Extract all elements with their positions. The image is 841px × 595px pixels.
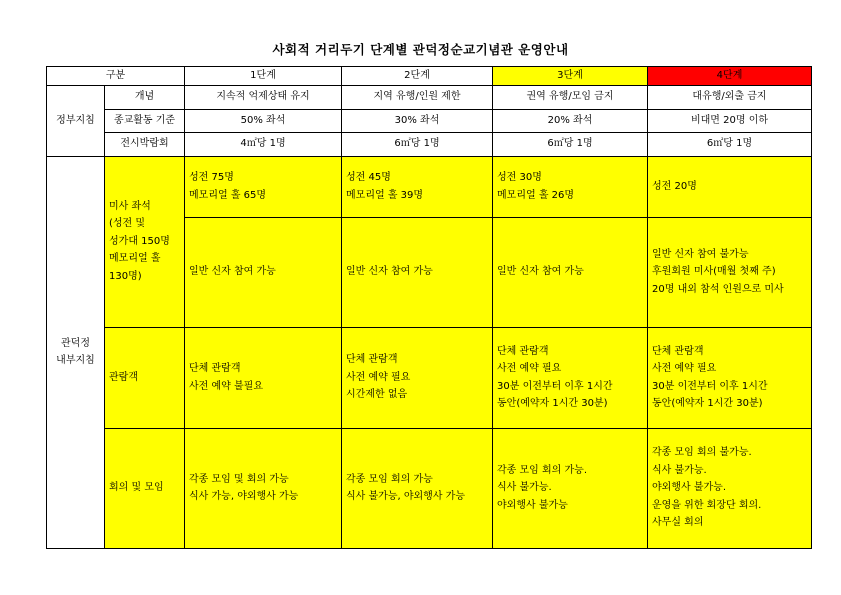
page-title: 사회적 거리두기 단계별 관덕정순교기념관 운영안내 [272, 42, 569, 57]
internal-row-visitors [47, 327, 812, 428]
header-category: 구분 [47, 67, 185, 86]
gov-row-label: 종교활동 기준 [105, 109, 185, 132]
gov-cell: 권역 유행/모임 금지 [493, 85, 648, 109]
mass-attendance-stage-3: 일반 신자 참여 가능 [493, 217, 648, 327]
gov-cell: 지역 유행/인원 제한 [342, 85, 493, 109]
gov-row-label: 개념 [105, 85, 185, 109]
internal-section-label: 관덕정 내부지침 [47, 156, 105, 548]
internal-row-meetings [47, 428, 812, 548]
visitors-stage-3: 단체 관람객 사전 예약 필요 30분 이전부터 이후 1시간 동안(예약자 1시간 30분) [493, 327, 648, 428]
header-stage-1: 1단계 [185, 67, 342, 86]
gov-cell: 50% 좌석 [185, 109, 342, 132]
gov-cell: 6㎡당 1명 [342, 132, 493, 156]
gov-cell: 대유행/외출 금지 [648, 85, 812, 109]
gov-cell: 비대면 20명 이하 [648, 109, 812, 132]
gov-row-label: 전시박람회 [105, 132, 185, 156]
visitors-label: 관람객 [105, 327, 185, 428]
gov-cell: 6㎡당 1명 [493, 132, 648, 156]
gov-row-exhibition [47, 132, 812, 156]
mass-seats-stage-3: 성전 30명 메모리얼 홀 26명 [493, 156, 648, 217]
visitors-stage-2: 단체 관람객 사전 예약 필요 시간제한 없음 [342, 327, 493, 428]
gov-cell: 지속적 억제상태 유지 [185, 85, 342, 109]
gov-section-label: 정부지침 [47, 85, 105, 156]
header-stage-2: 2단계 [342, 67, 493, 86]
gov-row-religion [47, 109, 812, 132]
mass-attendance-stage-2: 일반 신자 참여 가능 [342, 217, 493, 327]
internal-row-mass-seats [47, 156, 812, 217]
gov-cell: 20% 좌석 [493, 109, 648, 132]
header-stage-4: 4단계 [648, 67, 812, 86]
gov-cell: 4㎡당 1명 [185, 132, 342, 156]
gov-cell: 30% 좌석 [342, 109, 493, 132]
gov-row-concept [47, 85, 812, 109]
visitors-stage-4: 단체 관람객 사전 예약 필요 30분 이전부터 이후 1시간 동안(예약자 1시간 30분) [648, 327, 812, 428]
header-row [47, 67, 812, 86]
meetings-stage-2: 각종 모임 회의 가능 식사 불가능, 야외행사 가능 [342, 428, 493, 548]
meetings-stage-4: 각종 모임 회의 불가능. 식사 불가능. 야외행사 불가능. 운영을 위한 회장단 회의. 사무실 회의 [648, 428, 812, 548]
mass-seats-label: 미사 좌석 (성전 및 성가대 150명 메모리얼 홀 130명) [105, 156, 185, 327]
mass-seats-stage-2: 성전 45명 메모리얼 홀 39명 [342, 156, 493, 217]
mass-seats-stage-4: 성전 20명 [648, 156, 812, 217]
meetings-stage-3: 각종 모임 회의 가능. 식사 불가능. 야외행사 불가능 [493, 428, 648, 548]
mass-seats-stage-1: 성전 75명 메모리얼 홀 65명 [185, 156, 342, 217]
meetings-label: 회의 및 모임 [105, 428, 185, 548]
gov-cell: 6㎡당 1명 [648, 132, 812, 156]
mass-attendance-stage-4: 일반 신자 참여 불가능 후원회원 미사(매월 첫째 주) 20명 내외 참석 인원으로 미사 [648, 217, 812, 327]
visitors-stage-1: 단체 관람객 사전 예약 불필요 [185, 327, 342, 428]
meetings-stage-1: 각종 모임 및 회의 가능 식사 가능, 야외행사 가능 [185, 428, 342, 548]
mass-attendance-stage-1: 일반 신자 참여 가능 [185, 217, 342, 327]
operation-table [46, 66, 812, 549]
header-stage-3: 3단계 [493, 67, 648, 86]
